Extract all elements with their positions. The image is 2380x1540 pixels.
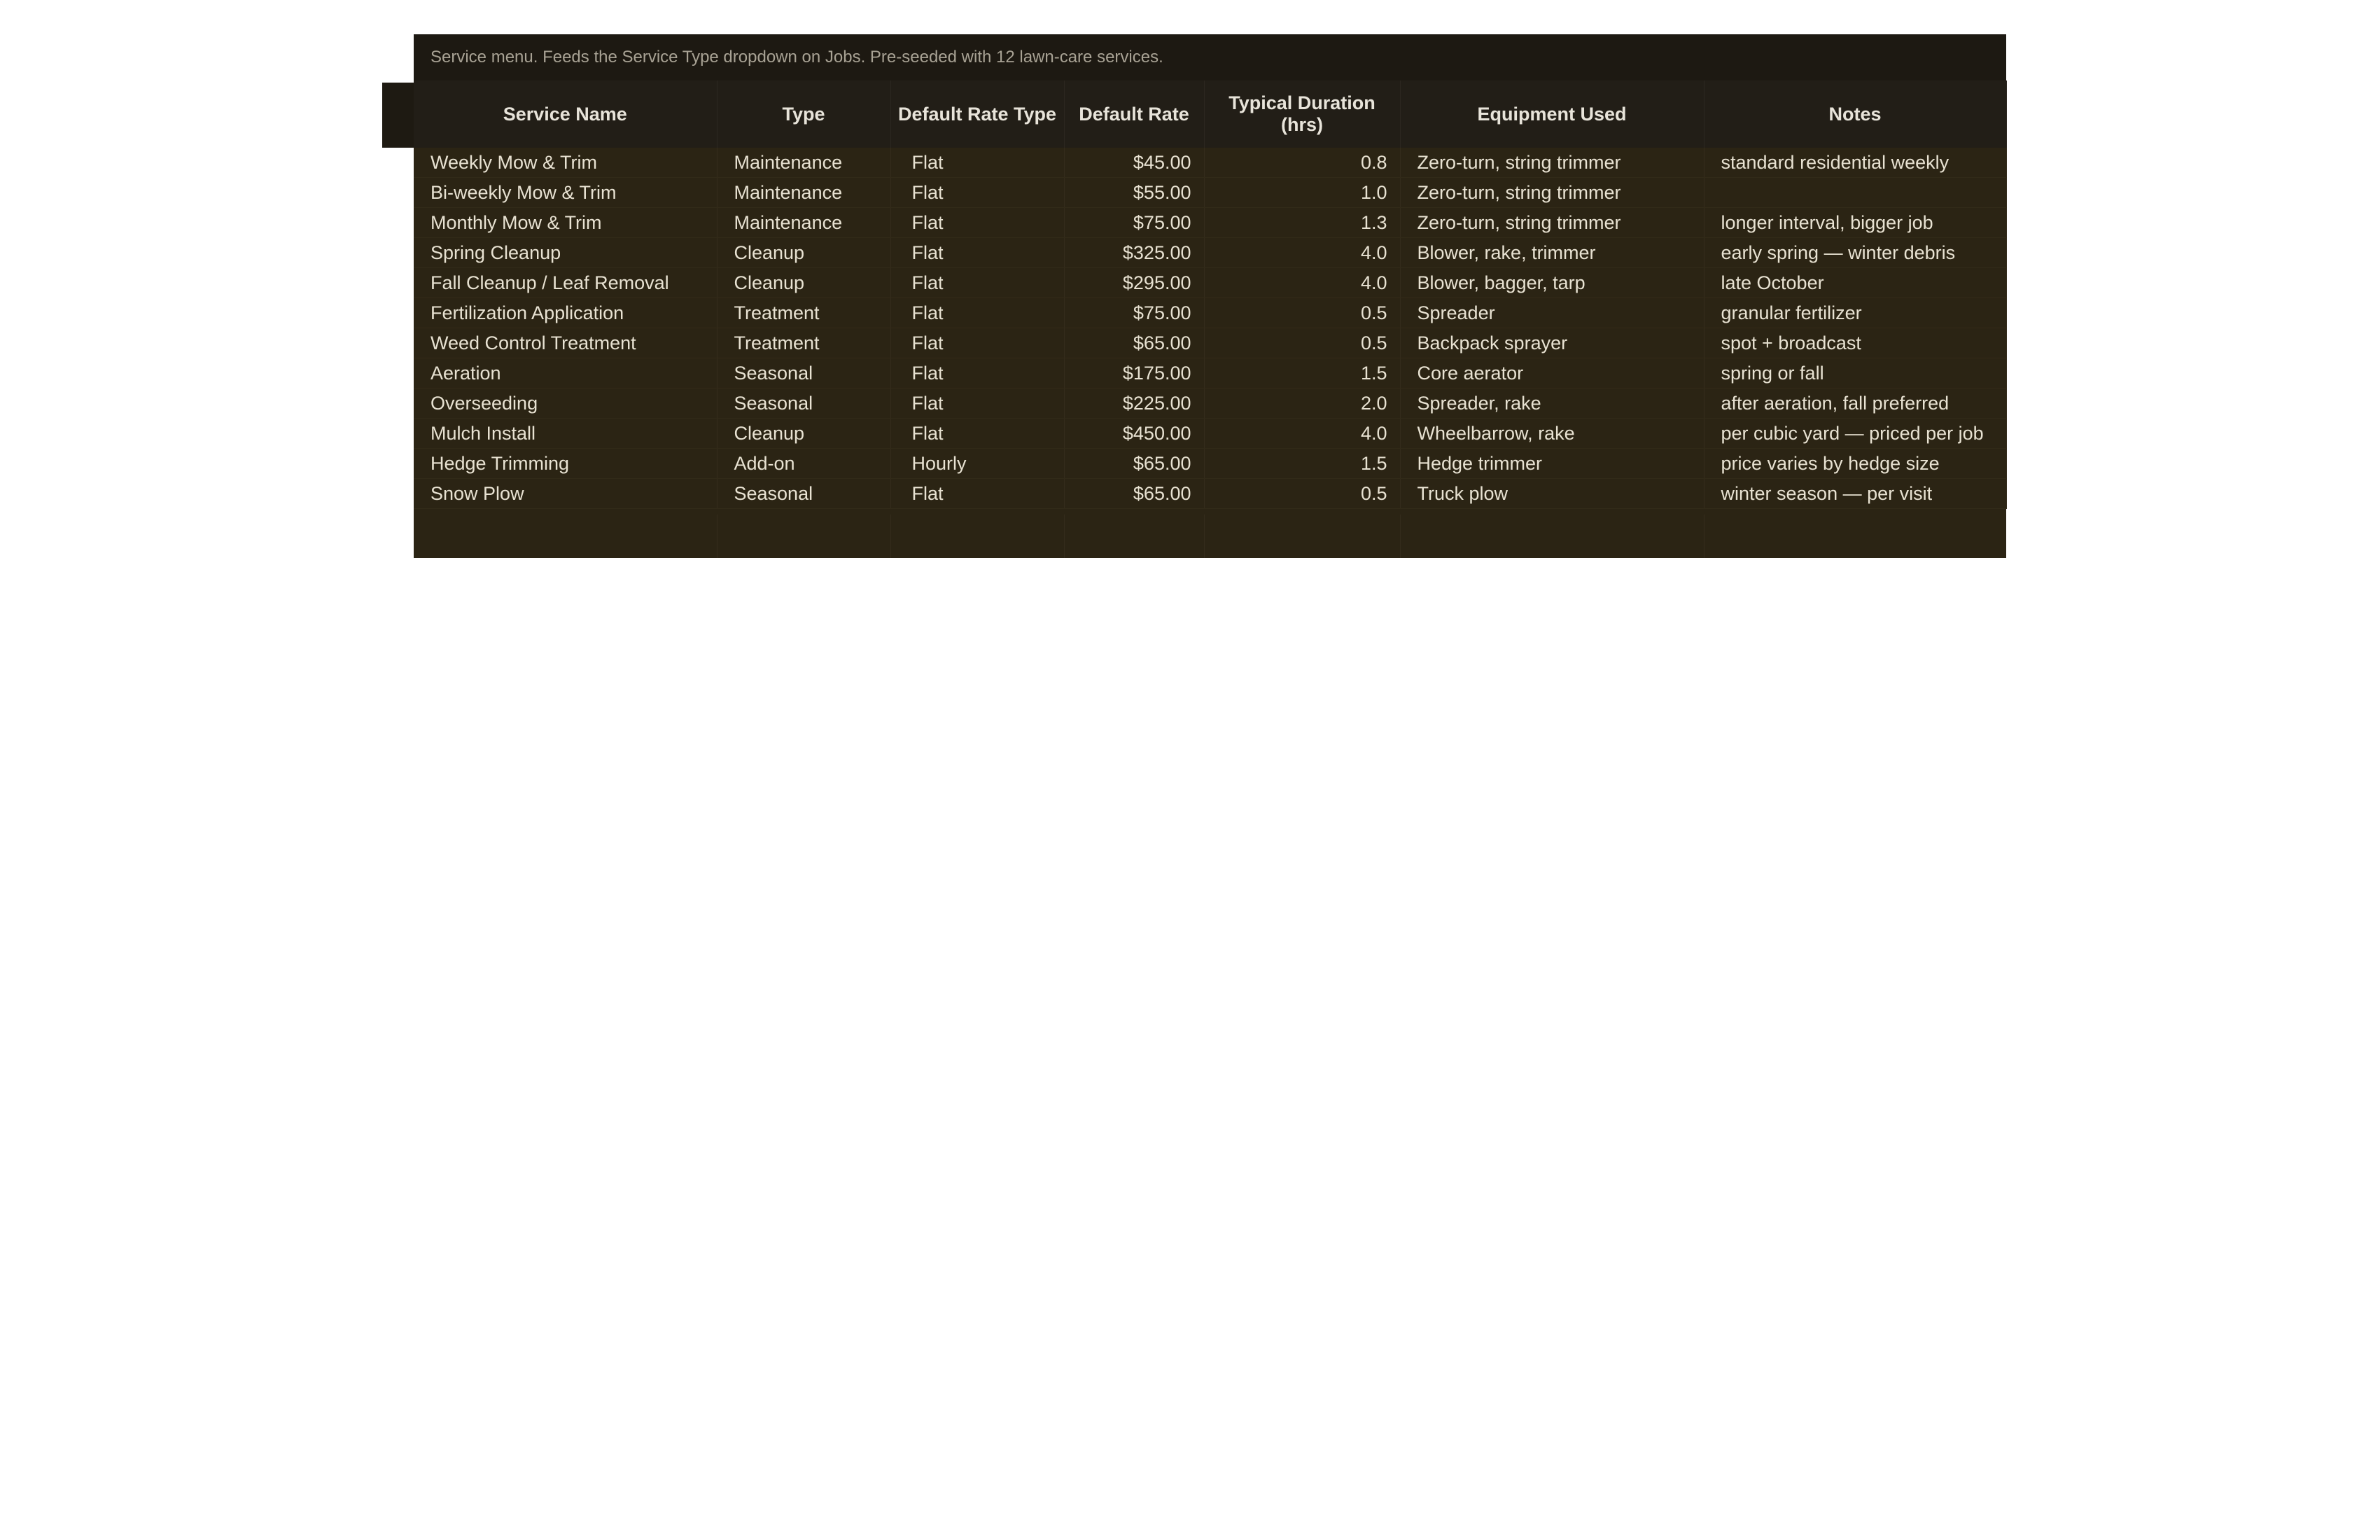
rate-type-cell[interactable]: Flat [890,178,1064,208]
table-row [414,148,2006,178]
duration-cell[interactable]: 2.0 [1204,388,1400,419]
default-rate-cell[interactable]: $65.00 [1064,449,1204,479]
service-name-cell[interactable]: Overseeding [414,388,717,419]
default-rate-cell[interactable]: $75.00 [1064,298,1204,328]
equipment-cell[interactable]: Zero-turn, string trimmer [1400,148,1704,178]
duration-cell[interactable]: 1.5 [1204,449,1400,479]
service-name-cell[interactable]: Monthly Mow & Trim [414,208,717,238]
type-cell[interactable]: Maintenance [717,208,890,238]
type-cell[interactable]: Cleanup [717,268,890,298]
notes-cell[interactable]: longer interval, bigger job [1704,208,2006,238]
service-name-cell[interactable]: Bi-weekly Mow & Trim [414,178,717,208]
notes-cell[interactable]: early spring — winter debris [1704,238,2006,268]
service-name-cell[interactable]: Weed Control Treatment [414,328,717,358]
column-header-equipment-used[interactable]: Equipment Used [1400,80,1704,148]
column-header-typical-duration[interactable]: Typical Duration (hrs) [1204,80,1400,148]
type-cell[interactable]: Treatment [717,298,890,328]
notes-cell[interactable]: after aeration, fall preferred [1704,388,2006,419]
default-rate-cell[interactable]: $450.00 [1064,419,1204,449]
table-row [414,238,2006,268]
table-row [414,479,2006,509]
equipment-cell[interactable]: Blower, bagger, tarp [1400,268,1704,298]
rate-type-cell[interactable]: Flat [890,419,1064,449]
table-row [414,178,2006,208]
header-row [414,80,2006,148]
default-rate-cell[interactable]: $325.00 [1064,238,1204,268]
equipment-cell[interactable]: Zero-turn, string trimmer [1400,208,1704,238]
type-cell[interactable]: Maintenance [717,178,890,208]
rate-type-cell[interactable]: Flat [890,298,1064,328]
duration-cell[interactable]: 1.3 [1204,208,1400,238]
type-cell[interactable]: Cleanup [717,419,890,449]
rate-type-cell[interactable]: Hourly [890,449,1064,479]
duration-cell[interactable]: 1.5 [1204,358,1400,388]
default-rate-cell[interactable]: $225.00 [1064,388,1204,419]
notes-cell[interactable]: late October [1704,268,2006,298]
duration-cell[interactable]: 1.0 [1204,178,1400,208]
column-header-default-rate[interactable]: Default Rate [1064,80,1204,148]
type-cell[interactable]: Seasonal [717,479,890,509]
service-name-cell[interactable]: Mulch Install [414,419,717,449]
default-rate-cell[interactable]: $55.00 [1064,178,1204,208]
service-name-cell[interactable]: Aeration [414,358,717,388]
table-row [414,328,2006,358]
service-name-cell[interactable]: Fertilization Application [414,298,717,328]
equipment-cell[interactable]: Spreader [1400,298,1704,328]
rate-type-cell[interactable]: Flat [890,388,1064,419]
service-table [414,80,2007,509]
service-name-cell[interactable]: Weekly Mow & Trim [414,148,717,178]
table-row [414,419,2006,449]
notes-cell[interactable]: granular fertilizer [1704,298,2006,328]
type-cell[interactable]: Cleanup [717,238,890,268]
duration-cell[interactable]: 0.5 [1204,479,1400,509]
sheet-description: Service menu. Feeds the Service Type dropdown on Jobs. Pre-seeded with 12 lawn-care services. [414,34,2006,80]
rate-type-cell[interactable]: Flat [890,328,1064,358]
notes-cell[interactable] [1704,178,2006,208]
row-header-tab [382,83,414,148]
equipment-cell[interactable]: Core aerator [1400,358,1704,388]
duration-cell[interactable]: 0.5 [1204,328,1400,358]
service-menu-sheet [414,34,2006,558]
table-row [414,298,2006,328]
notes-cell[interactable]: winter season — per visit [1704,479,2006,509]
equipment-cell[interactable]: Zero-turn, string trimmer [1400,178,1704,208]
service-name-cell[interactable]: Fall Cleanup / Leaf Removal [414,268,717,298]
notes-cell[interactable]: spot + broadcast [1704,328,2006,358]
service-name-cell[interactable]: Hedge Trimming [414,449,717,479]
column-header-default-rate-type[interactable]: Default Rate Type [890,80,1064,148]
default-rate-cell[interactable]: $45.00 [1064,148,1204,178]
type-cell[interactable]: Maintenance [717,148,890,178]
duration-cell[interactable]: 4.0 [1204,268,1400,298]
duration-cell[interactable]: 0.8 [1204,148,1400,178]
default-rate-cell[interactable]: $295.00 [1064,268,1204,298]
equipment-cell[interactable]: Spreader, rake [1400,388,1704,419]
type-cell[interactable]: Seasonal [717,388,890,419]
duration-cell[interactable]: 0.5 [1204,298,1400,328]
type-cell[interactable]: Add-on [717,449,890,479]
default-rate-cell[interactable]: $65.00 [1064,479,1204,509]
equipment-cell[interactable]: Truck plow [1400,479,1704,509]
equipment-cell[interactable]: Backpack sprayer [1400,328,1704,358]
service-name-cell[interactable]: Snow Plow [414,479,717,509]
default-rate-cell[interactable]: $65.00 [1064,328,1204,358]
rate-type-cell[interactable]: Flat [890,148,1064,178]
equipment-cell[interactable]: Wheelbarrow, rake [1400,419,1704,449]
column-header-type[interactable]: Type [717,80,890,148]
table-row [414,449,2006,479]
rate-type-cell[interactable]: Flat [890,479,1064,509]
table-row [414,208,2006,238]
service-name-cell[interactable]: Spring Cleanup [414,238,717,268]
equipment-cell[interactable]: Blower, rake, trimmer [1400,238,1704,268]
column-header-notes[interactable]: Notes [1704,80,2006,148]
duration-cell[interactable]: 4.0 [1204,238,1400,268]
empty-rows-area[interactable] [414,514,2006,558]
notes-cell[interactable]: spring or fall [1704,358,2006,388]
rate-type-cell[interactable]: Flat [890,238,1064,268]
rate-type-cell[interactable]: Flat [890,358,1064,388]
type-cell[interactable]: Treatment [717,328,890,358]
type-cell[interactable]: Seasonal [717,358,890,388]
notes-cell[interactable]: price varies by hedge size [1704,449,2006,479]
notes-cell[interactable]: per cubic yard — priced per job [1704,419,2006,449]
equipment-cell[interactable]: Hedge trimmer [1400,449,1704,479]
duration-cell[interactable]: 4.0 [1204,419,1400,449]
table-row [414,268,2006,298]
default-rate-cell[interactable]: $75.00 [1064,208,1204,238]
rate-type-cell[interactable]: Flat [890,268,1064,298]
notes-cell[interactable]: standard residential weekly [1704,148,2006,178]
rate-type-cell[interactable]: Flat [890,208,1064,238]
default-rate-cell[interactable]: $175.00 [1064,358,1204,388]
table-row [414,358,2006,388]
column-header-service-name[interactable]: Service Name [414,80,717,148]
table-row [414,388,2006,419]
